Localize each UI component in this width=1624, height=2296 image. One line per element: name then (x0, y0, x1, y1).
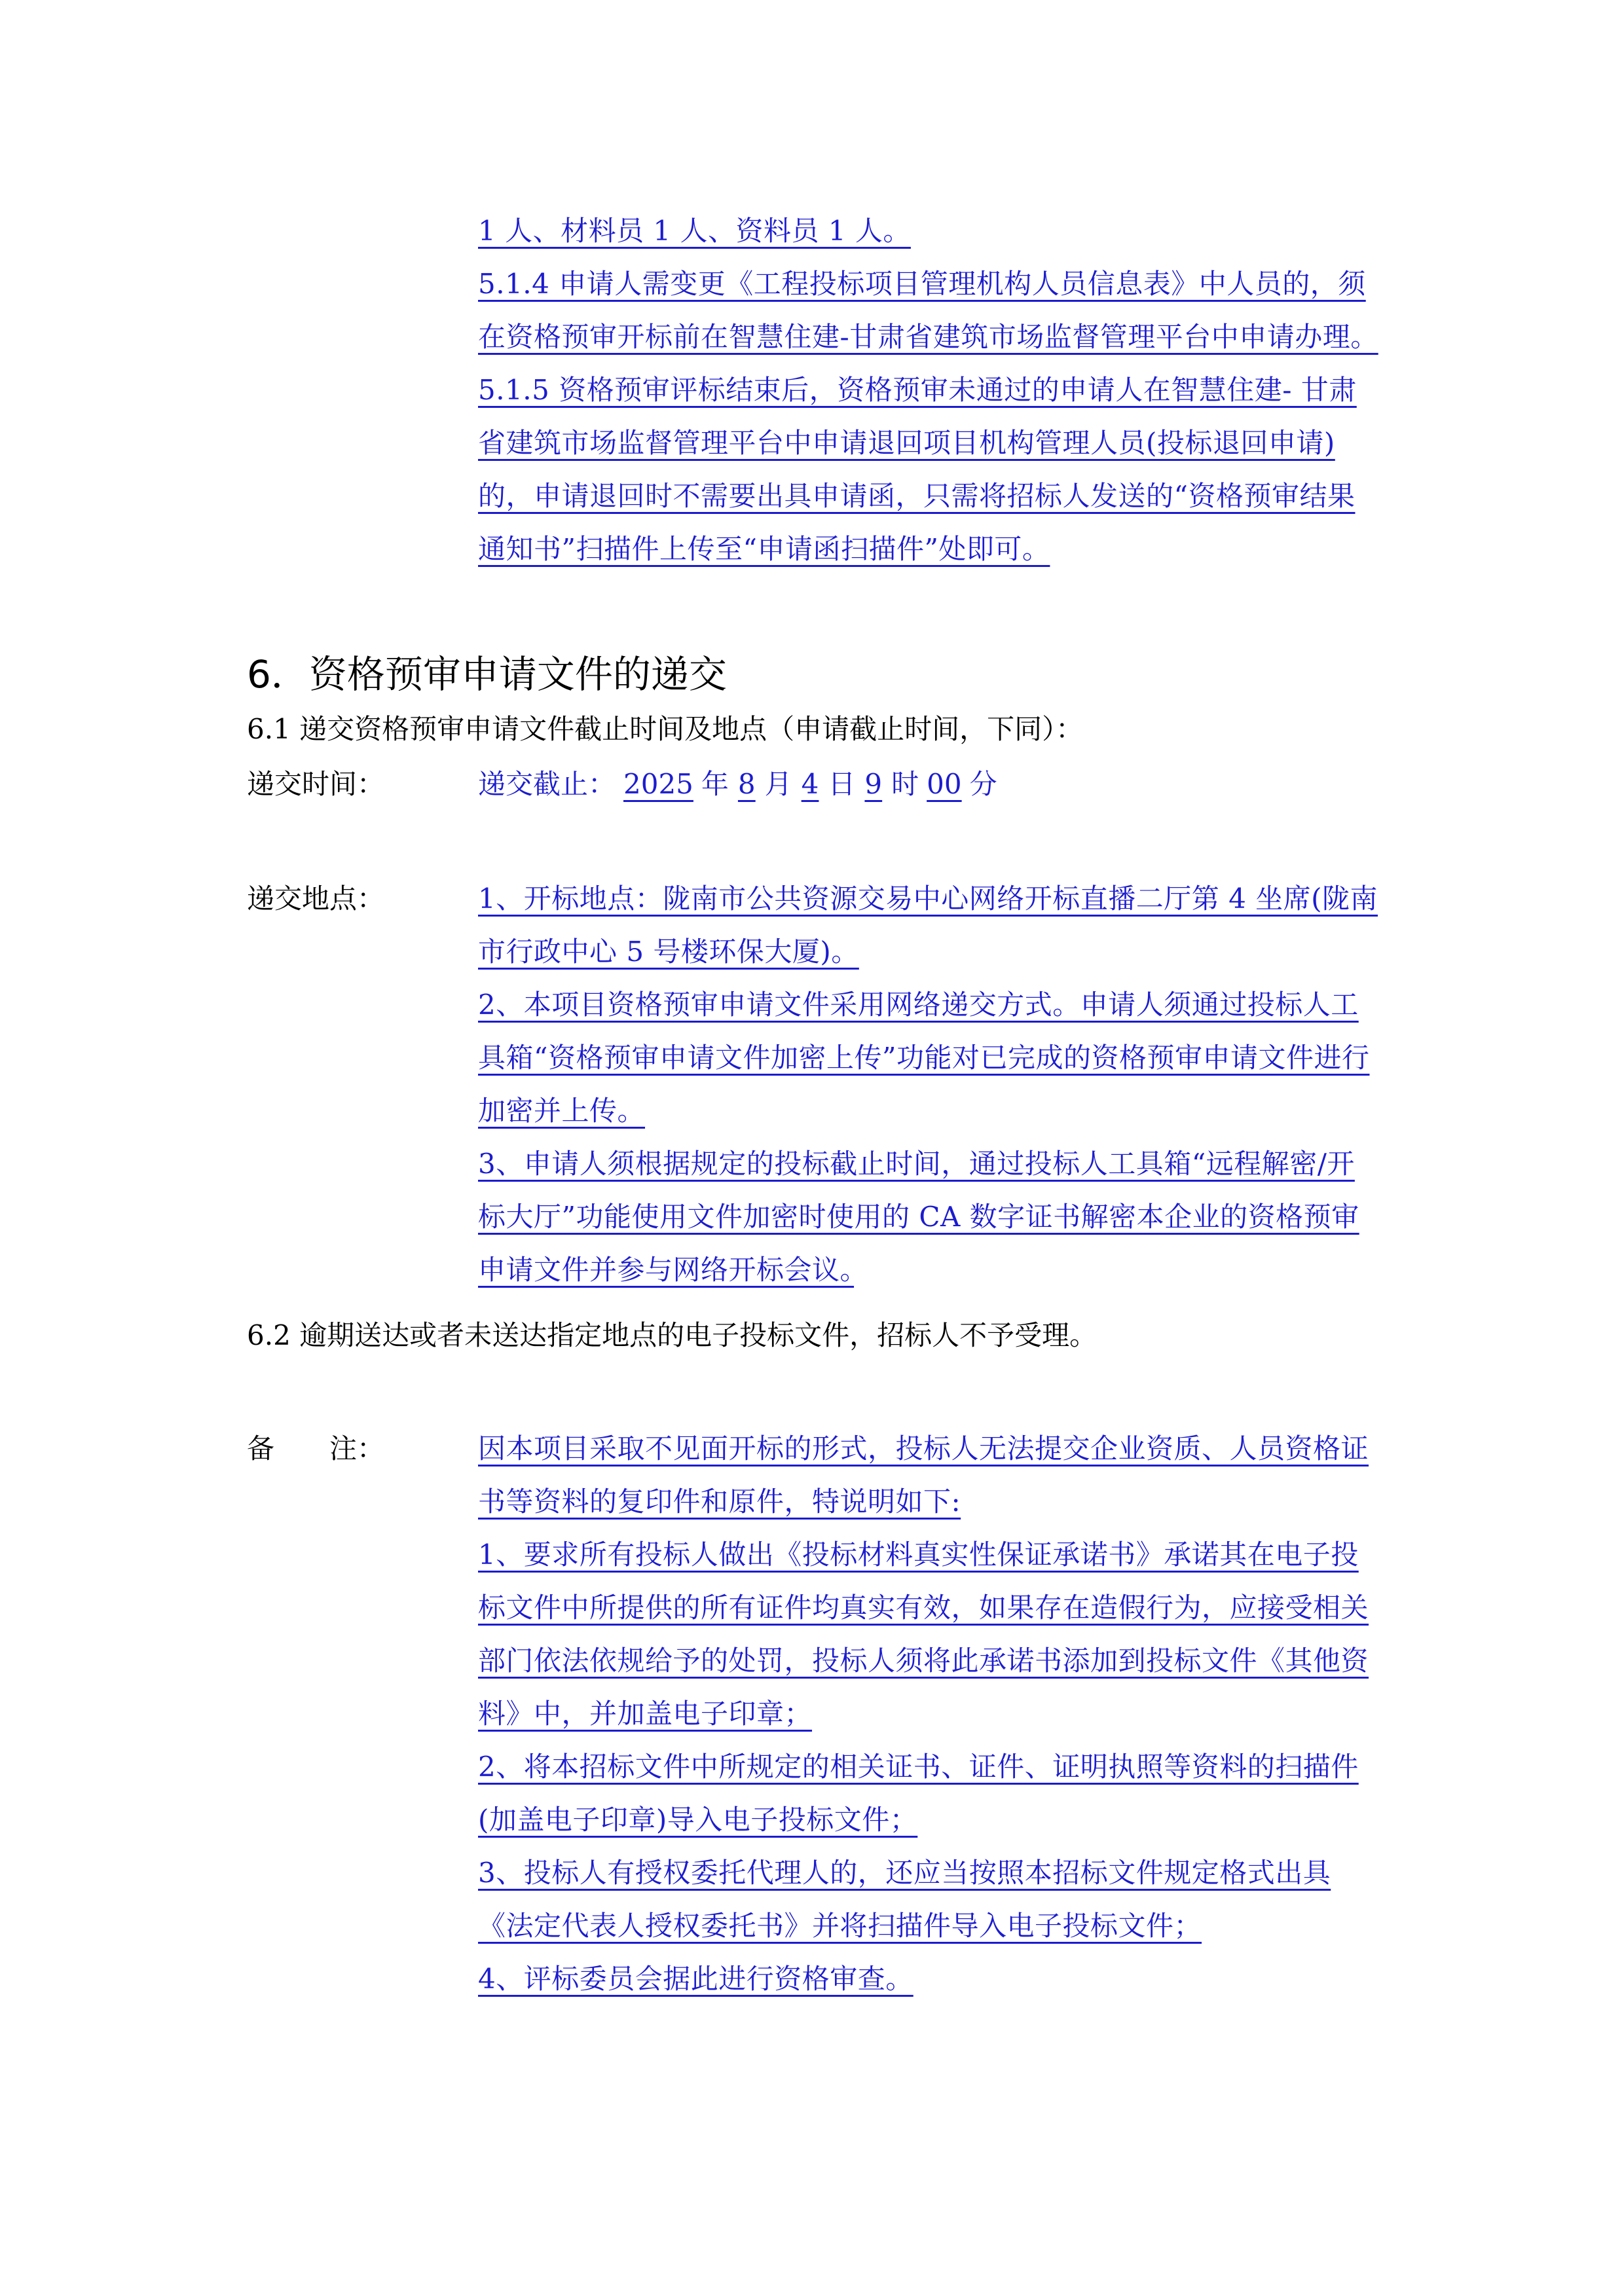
deadline-month: 8 (737, 768, 756, 800)
deadline-day-unit: 日 (828, 768, 856, 800)
section6-heading: 6．资格预审申请文件的递交 (247, 652, 727, 697)
location-item-1: 1、开标地点：陇南市公共资源交易中心网络开标直播二厅第 4 坐席(陇南市行政中心 5 号楼环保大厦)。 (478, 883, 1378, 968)
item-6-2: 6.2 逾期送达或者未送达指定地点的电子投标文件，招标人不予受理。 (247, 1319, 1098, 1351)
deadline-hour-unit: 时 (891, 768, 919, 800)
para-5-1-3-tail: 1 人、材料员 1 人、资料员 1 人。 (478, 215, 911, 247)
section5-block (478, 204, 1382, 575)
remarks-item-3: 3、投标人有授权委托代理人的，还应当按照本招标文件规定格式出具《法定代表人授权委托书》并将扫描件导入电子投标文件； (478, 1857, 1331, 1942)
deadline-month-unit: 月 (764, 768, 792, 800)
remarks-item-2: 2、将本招标文件中所规定的相关证书、证件、证明执照等资料的扫描件(加盖电子印章)导入电子投标文件； (478, 1751, 1359, 1836)
deadline-year: 2025 (623, 768, 693, 800)
remarks-block (478, 1422, 1382, 2005)
deadline-value (478, 765, 997, 804)
location-item-3: 3、申请人须根据规定的投标截止时间，通过投标人工具箱“远程解密/开标大厅”功能使用文件加密时使用的 CA 数字证书解密本企业的资格预审申请文件并参与网络开标会议。 (478, 1148, 1359, 1286)
remarks-item-1: 1、要求所有投标人做出《投标材料真实性保证承诺书》承诺其在电子投标文件中所提供的所有证件均真实有效，如果存在造假行为，应接受相关部门依法依规给予的处罚，投标人须将此承诺书添加到投标文件《其他资料》中，并加盖电子印章； (478, 1539, 1369, 1730)
deadline-prefix: 递交截止： (478, 768, 616, 800)
location-item-2: 2、本项目资格预审申请文件采用网络递交方式。申请人须通过投标人工具箱“资格预审申请文件加密上传”功能对已完成的资格预审申请文件进行加密并上传。 (478, 989, 1370, 1127)
deadline-minute-unit: 分 (969, 768, 997, 800)
location-label: 递交地点： (247, 883, 385, 915)
remarks-label: 备 注： (247, 1432, 385, 1465)
para-5-1-4: 5.1.4 申请人需变更《工程投标项目管理机构人员信息表》中人员的，须在资格预审开标前在智慧住建-甘肃省建筑市场监督管理平台中申请办理。 (478, 268, 1378, 353)
deadline-day: 4 (801, 768, 819, 800)
deadline-minute: 00 (927, 768, 962, 800)
deadline-year-unit: 年 (701, 768, 729, 800)
deadline-hour: 9 (864, 768, 883, 800)
remarks-intro: 因本项目采取不见面开标的形式，投标人无法提交企业资质、人员资格证书等资料的复印件和原件，特说明如下: (478, 1432, 1369, 1518)
item-6-1: 6.1 递交资格预审申请文件截止时间及地点（申请截止时间，下同）： (247, 713, 1084, 745)
location-block (478, 872, 1382, 1296)
remarks-item-4: 4、评标委员会据此进行资格审查。 (478, 1963, 913, 1995)
deadline-label: 递交时间： (247, 768, 385, 800)
para-5-1-5: 5.1.5 资格预审评标结束后，资格预审未通过的申请人在智慧住建- 甘肃省建筑市场监督管理平台中申请退回项目机构管理人员(投标退回申请)的，申请退回时不需要出具申请函，只需将招标人发送的“资格预审结果通知书”扫描件上传至“申请函扫描件”处即可。 (478, 374, 1357, 565)
